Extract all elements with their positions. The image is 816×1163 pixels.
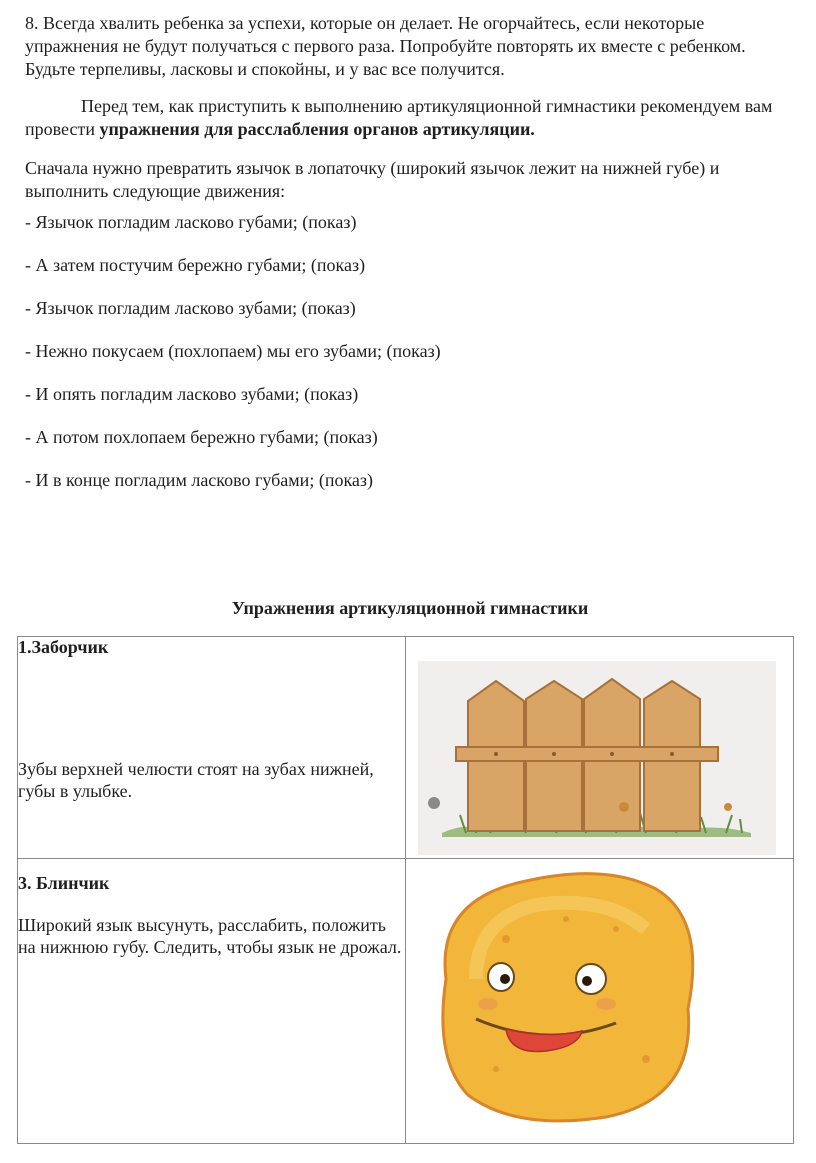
list-item: - Язычок погладим ласково губами; (показ) <box>25 212 357 232</box>
list-item: - И опять погладим ласково зубами; (показ) <box>25 384 359 404</box>
exercise-description: Широкий язык высунуть, расслабить, положить на нижнюю губу. Следить, чтобы язык не дрожал. <box>18 915 402 957</box>
exercise-title: 1.Заборчик <box>18 637 109 657</box>
list-item: - Нежно покусаем (похлопаем) мы его зубами; (показ) <box>25 341 441 361</box>
paragraph-8: 8. Всегда хвалить ребенка за успехи, которые он делает. Не огорчайтесь, если некоторые упражнения не будут получаться с первого раза. Попробуйте повторять их вместе с ребенком. Будьте терпеливы, ласковы и спокойны, и у вас все получится. <box>25 13 746 79</box>
exercise-description: Зубы верхней челюсти стоят на зубах нижней, губы в улыбке. <box>18 759 374 801</box>
table-row <box>18 637 794 859</box>
intro-paragraph <box>25 95 795 141</box>
list-item: - А затем постучим бережно губами; (показ) <box>25 255 366 275</box>
intro-bold-text: упражнения для расслабления органов артикуляции. <box>99 119 535 139</box>
fence-illustration-icon <box>406 637 793 858</box>
list-item: - А потом похлопаем бережно губами; (показ) <box>25 427 378 447</box>
exercise-image-cell <box>406 859 794 1144</box>
pancake-face-illustration-icon <box>406 859 793 1143</box>
intro-text: Перед тем, как приступить к выполнению артикуляционной гимнастики рекомендуем вам провести <box>25 96 773 139</box>
exercise-text-cell <box>18 859 406 1144</box>
exercise-title: 3. Блинчик <box>18 873 110 893</box>
table-row <box>18 859 794 1144</box>
exercise-image-cell <box>406 637 794 859</box>
document-page <box>25 8 795 618</box>
section-heading: Упражнения артикуляционной гимнастики <box>231 598 589 618</box>
exercise-text-cell <box>18 637 406 859</box>
list-item: - И в конце погладим ласково губами; (показ) <box>25 470 374 490</box>
start-paragraph: Сначала нужно превратить язычок в лопаточку (широкий язычок лежит на нижней губе) и выполнить следующие движения: <box>25 158 720 201</box>
moves-list <box>25 211 795 492</box>
list-item: - Язычок погладим ласково зубами; (показ) <box>25 298 356 318</box>
exercises-table <box>17 636 794 1144</box>
